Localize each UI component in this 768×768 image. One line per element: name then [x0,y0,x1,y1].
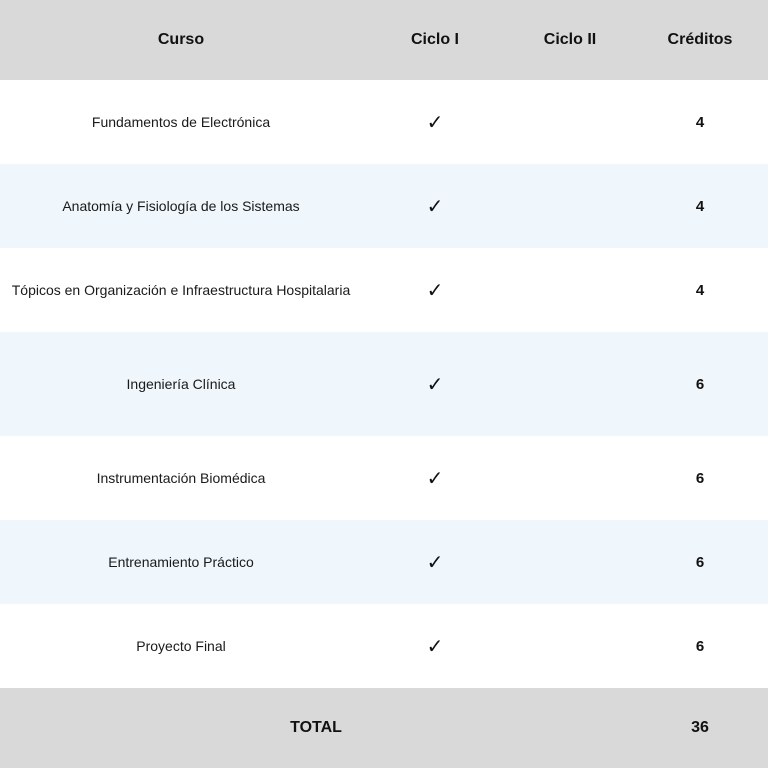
credits-value: 4 [695,197,705,215]
table-row [0,332,768,436]
table-footer [0,688,768,768]
cycle-2-cell [508,248,632,332]
header-course: Curso [157,31,205,48]
table-header [0,0,768,80]
cycle-2-cell [508,604,632,688]
table-row [0,436,768,520]
cycle-2-cell [508,164,632,248]
course-name: Anatomía y Fisiología de los Sistemas [62,198,300,214]
header-cycle-1: Ciclo I [410,31,459,48]
header-credits: Créditos [667,31,733,48]
course-name: Entrenamiento Práctico [108,554,254,570]
checkmark-icon: ✓ [426,635,444,658]
checkmark-icon: ✓ [426,373,444,396]
checkmark-icon: ✓ [426,111,444,134]
credits-value: 6 [695,553,705,571]
header-cycle-2: Ciclo II [543,31,597,48]
checkmark-icon: ✓ [426,195,444,218]
total-credits: 36 [691,719,709,736]
cycle-2-cell [508,436,632,520]
checkmark-icon: ✓ [426,279,444,302]
course-name: Fundamentos de Electrónica [91,114,271,130]
credits-value: 6 [695,637,705,655]
table-row [0,80,768,164]
course-name: Proyecto Final [136,638,226,654]
credits-value: 4 [695,281,705,299]
cycle-2-cell [508,80,632,164]
course-name: Ingeniería Clínica [126,376,236,392]
table-row [0,248,768,332]
credits-value: 6 [695,375,705,393]
checkmark-icon: ✓ [426,551,444,574]
credits-value: 4 [695,113,705,131]
cycle-2-cell [508,332,632,436]
checkmark-icon: ✓ [426,467,444,490]
total-label: TOTAL [290,719,342,736]
course-name: Tópicos en Organización e Infraestructura Hospitalaria [11,282,351,298]
cycle-2-cell [508,520,632,604]
course-name: Instrumentación Biomédica [96,470,266,486]
table-row [0,164,768,248]
table-row [0,520,768,604]
credits-value: 6 [695,469,705,487]
table-row [0,604,768,688]
